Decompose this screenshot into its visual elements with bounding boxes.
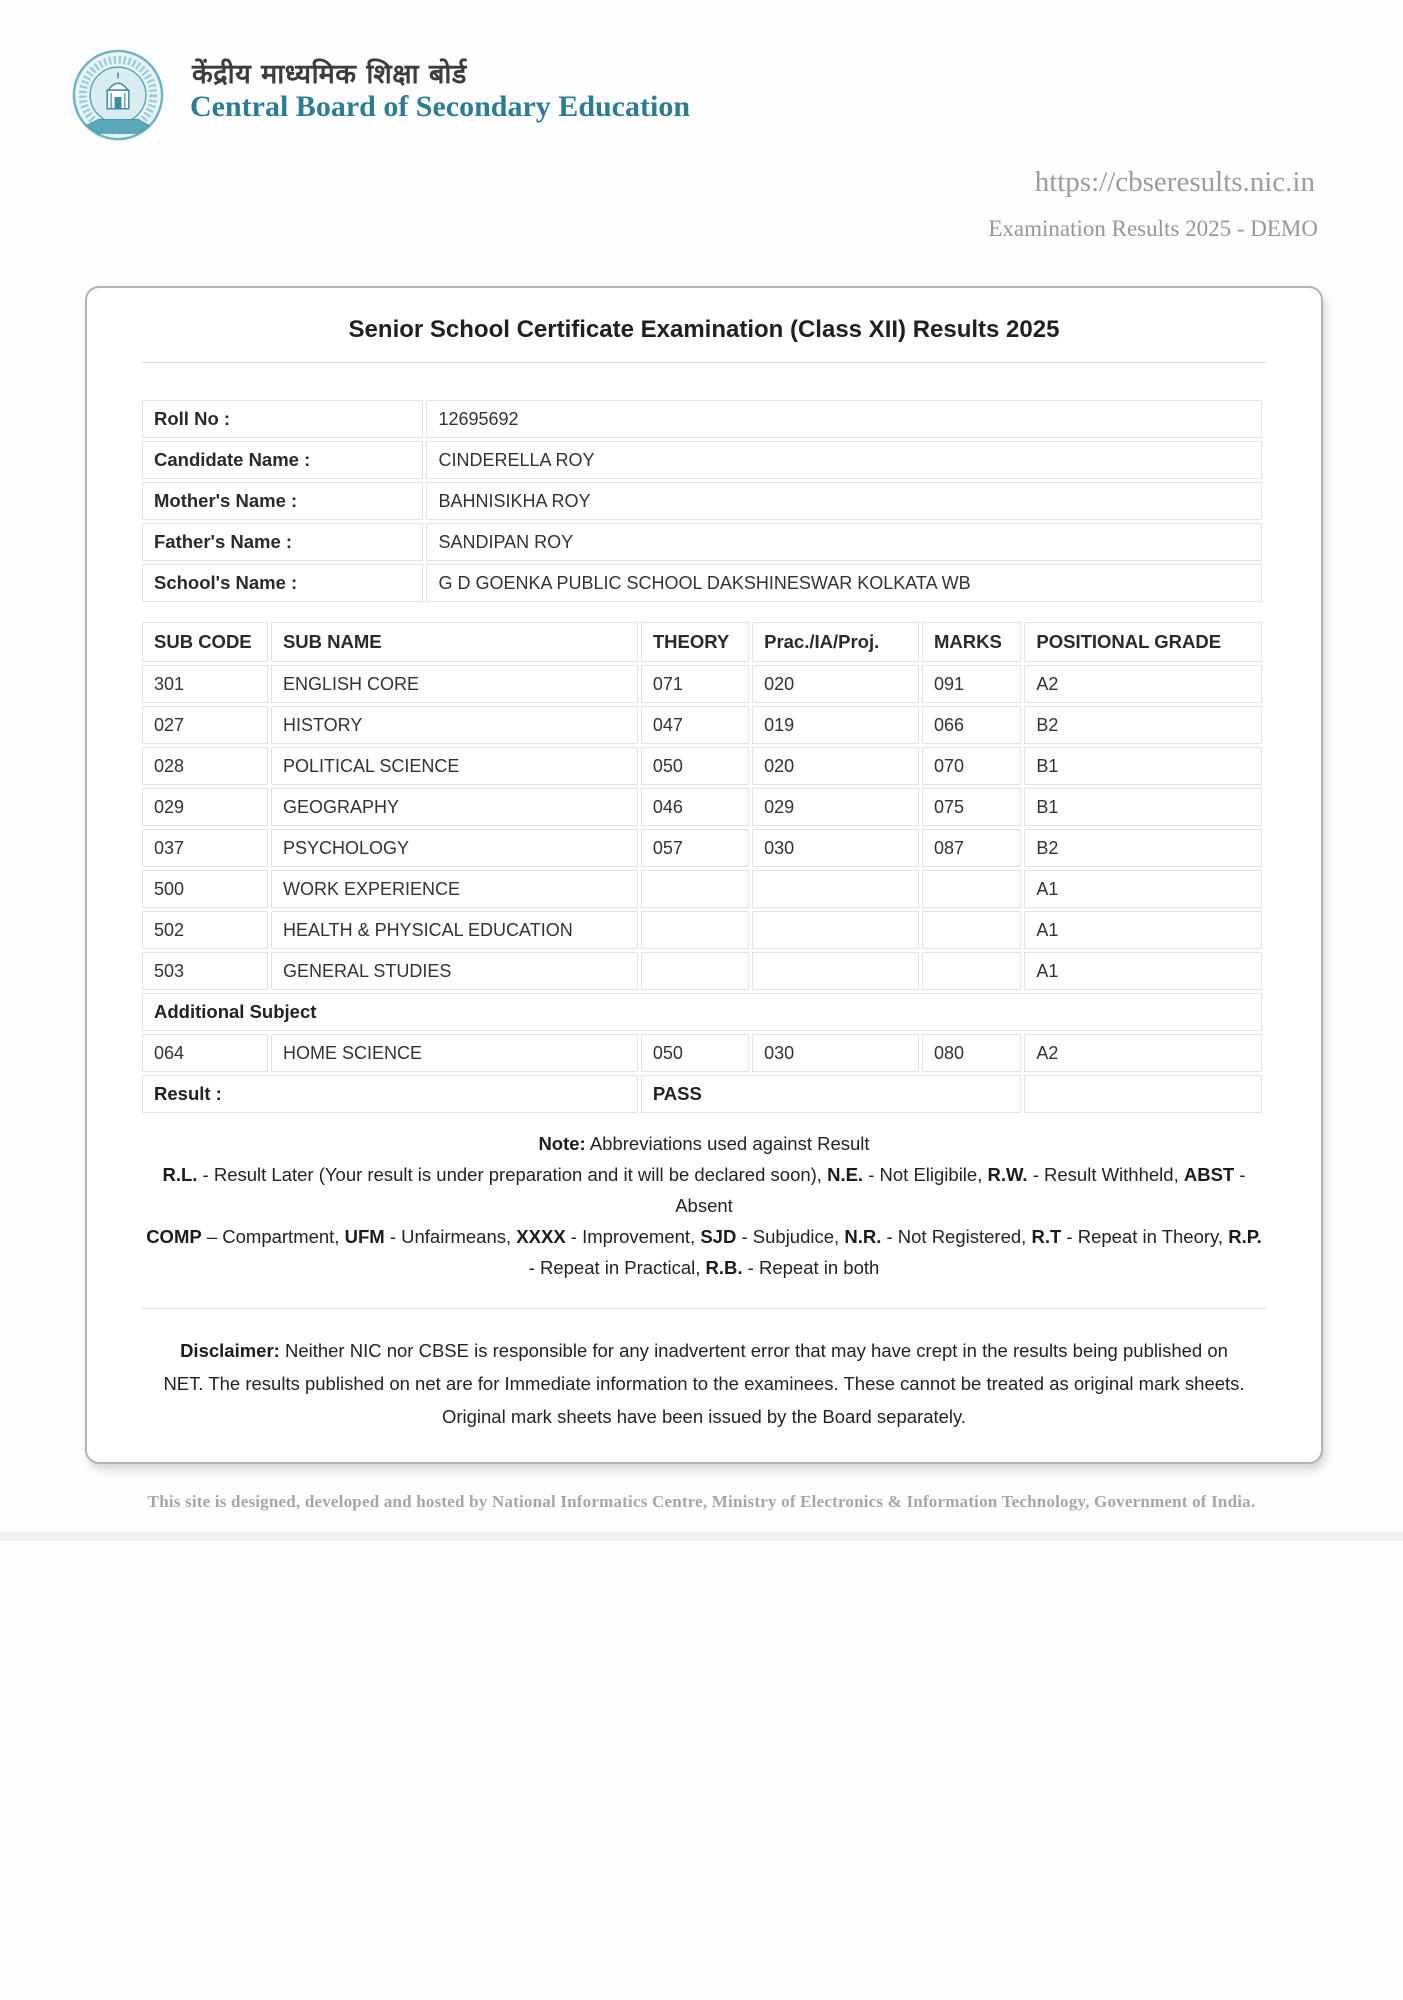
abbr-term: COMP <box>146 1226 202 1247</box>
cell-prac: 019 <box>752 706 919 744</box>
info-value-candidate-name: CINDERELLA ROY <box>426 441 1262 479</box>
cell-sub-name: GENERAL STUDIES <box>271 952 638 990</box>
abbr-text: - Repeat in both <box>742 1257 880 1278</box>
cell-theory: 057 <box>641 829 749 867</box>
candidate-info-row <box>142 482 1262 520</box>
abbr-term: ABST <box>1183 1164 1235 1185</box>
cell-theory <box>641 952 749 990</box>
cell-marks <box>922 870 1021 908</box>
cell-sub-code: 029 <box>142 788 268 826</box>
candidate-info-row <box>142 400 1262 438</box>
result-row <box>142 1075 1262 1113</box>
note-line <box>145 1221 1263 1283</box>
marks-row <box>142 747 1262 785</box>
abbr-text: - Improvement, <box>565 1226 701 1247</box>
abbr-term: XXXX <box>516 1226 566 1247</box>
abbr-term: N.R. <box>844 1226 882 1247</box>
abbr-term: R.P. <box>1228 1226 1262 1247</box>
cell-prac <box>752 870 919 908</box>
abbr-term: N.E. <box>827 1164 864 1185</box>
marks-col-marks: MARKS <box>922 622 1021 662</box>
cell-marks: 070 <box>922 747 1021 785</box>
cell-sub-code: 301 <box>142 665 268 703</box>
marks-row <box>142 665 1262 703</box>
marks-row <box>142 1034 1262 1072</box>
cell-sub-name: HOME SCIENCE <box>271 1034 638 1072</box>
candidate-info-row <box>142 523 1262 561</box>
result-card <box>85 286 1323 1464</box>
marks-header-row <box>142 622 1262 662</box>
cell-theory: 050 <box>641 1034 749 1072</box>
marks-col-sub-code: SUB CODE <box>142 622 268 662</box>
cell-prac: 030 <box>752 1034 919 1072</box>
cell-sub-code: 037 <box>142 829 268 867</box>
cell-sub-name: WORK EXPERIENCE <box>271 870 638 908</box>
cell-grade: A2 <box>1024 1034 1262 1072</box>
title-divider <box>142 362 1266 363</box>
cell-theory: 050 <box>641 747 749 785</box>
cell-sub-code: 503 <box>142 952 268 990</box>
section-row <box>142 993 1262 1031</box>
additional-subject-label: Additional Subject <box>142 993 1262 1031</box>
cbse-logo-icon <box>68 48 168 146</box>
abbr-text: - Subjudice, <box>736 1226 845 1247</box>
cell-theory <box>641 870 749 908</box>
note-block <box>87 1128 1321 1283</box>
abbr-text: Neither NIC nor CBSE is responsible for any inadvertent error that may have crept in the results being published on NET. The results published on net are for Immediate information to the examinees. These cannot be treated as original mark sheets. Original mark sheets have been issued by the Board separately. <box>163 1340 1245 1427</box>
abbr-text: - Unfairmeans, <box>384 1226 517 1247</box>
org-name-hindi: केंद्रीय माध्यमिक शिक्षा बोर्ड <box>192 59 467 90</box>
cell-grade: B1 <box>1024 788 1262 826</box>
info-value-school-s-name: G D GOENKA PUBLIC SCHOOL DAKSHINESWAR KOLKATA WB <box>426 564 1262 602</box>
info-value-roll-no: 12695692 <box>426 400 1262 438</box>
abbr-term: SJD <box>700 1226 737 1247</box>
info-value-father-s-name: SANDIPAN ROY <box>426 523 1262 561</box>
cell-marks: 075 <box>922 788 1021 826</box>
disclaimer-text <box>87 1334 1321 1433</box>
cell-sub-name: ENGLISH CORE <box>271 665 638 703</box>
abbr-text: - Not Eligibile, <box>863 1164 988 1185</box>
marks-col-sub-name: SUB NAME <box>271 622 638 662</box>
cell-theory: 046 <box>641 788 749 826</box>
info-label-mother-s-name: Mother's Name : <box>142 482 423 520</box>
abbr-text: - Result Later (Your result is under preparation and it will be declared soon), <box>197 1164 828 1185</box>
result-empty-cell <box>1024 1075 1262 1113</box>
cell-sub-name: POLITICAL SCIENCE <box>271 747 638 785</box>
cell-sub-code: 028 <box>142 747 268 785</box>
cell-sub-code: 500 <box>142 870 268 908</box>
cell-prac: 020 <box>752 747 919 785</box>
note-line <box>145 1159 1263 1221</box>
cell-grade: A1 <box>1024 911 1262 949</box>
cell-marks <box>922 911 1021 949</box>
cell-grade: A1 <box>1024 952 1262 990</box>
marks-row <box>142 911 1262 949</box>
cell-sub-name: HEALTH & PHYSICAL EDUCATION <box>271 911 638 949</box>
cell-sub-name: HISTORY <box>271 706 638 744</box>
info-label-candidate-name: Candidate Name : <box>142 441 423 479</box>
cell-grade: A2 <box>1024 665 1262 703</box>
cell-marks <box>922 952 1021 990</box>
abbr-text: - Repeat in Practical, <box>528 1257 706 1278</box>
abbr-text: - Not Registered, <box>881 1226 1032 1247</box>
cell-theory <box>641 911 749 949</box>
marks-row <box>142 788 1262 826</box>
org-name-english: Central Board of Secondary Education <box>190 90 691 123</box>
marks-row <box>142 952 1262 990</box>
cell-sub-code: 027 <box>142 706 268 744</box>
site-url: https://cbseresults.nic.in <box>1034 166 1315 198</box>
result-label: Result : <box>142 1075 638 1113</box>
abbr-text: - Result Withheld, <box>1027 1164 1184 1185</box>
cell-marks: 066 <box>922 706 1021 744</box>
marks-row <box>142 829 1262 867</box>
cell-prac <box>752 952 919 990</box>
marks-col-positional-grade: POSITIONAL GRADE <box>1024 622 1262 662</box>
cell-sub-code: 064 <box>142 1034 268 1072</box>
cell-grade: B2 <box>1024 829 1262 867</box>
marks-row <box>142 706 1262 744</box>
abbr-term: UFM <box>344 1226 385 1247</box>
abbr-text: - Repeat in Theory, <box>1061 1226 1229 1247</box>
candidate-info-row <box>142 564 1262 602</box>
marks-table <box>139 619 1265 1116</box>
abbr-term: R.W. <box>987 1164 1028 1185</box>
result-value: PASS <box>641 1075 1022 1113</box>
cell-theory: 071 <box>641 665 749 703</box>
abbr-text: Abbreviations used against Result <box>585 1133 870 1154</box>
abbr-term: Note: <box>538 1133 586 1154</box>
note-line <box>145 1128 1263 1159</box>
cell-marks: 087 <box>922 829 1021 867</box>
cell-marks: 080 <box>922 1034 1021 1072</box>
footer-credit-text: This site is designed, developed and hosted by National Informatics Centre, Ministry of Electronics & Information Technology, Government of India. <box>147 1492 1256 1511</box>
info-value-mother-s-name: BAHNISIKHA ROY <box>426 482 1262 520</box>
cell-marks: 091 <box>922 665 1021 703</box>
note-divider <box>142 1308 1266 1309</box>
exam-context-line: Examination Results 2025 - DEMO <box>988 216 1318 241</box>
abbr-term: Disclaimer: <box>180 1340 280 1361</box>
candidate-info-row <box>142 441 1262 479</box>
cell-prac: 030 <box>752 829 919 867</box>
cell-grade: A1 <box>1024 870 1262 908</box>
cell-prac: 029 <box>752 788 919 826</box>
cell-sub-name: PSYCHOLOGY <box>271 829 638 867</box>
abbr-term: R.B. <box>705 1257 743 1278</box>
cell-grade: B2 <box>1024 706 1262 744</box>
cell-prac <box>752 911 919 949</box>
cell-sub-code: 502 <box>142 911 268 949</box>
cell-theory: 047 <box>641 706 749 744</box>
abbr-term: R.T <box>1031 1226 1062 1247</box>
marks-row <box>142 870 1262 908</box>
abbr-term: R.L. <box>162 1164 198 1185</box>
footer-divider-band <box>0 1532 1403 1541</box>
cell-sub-name: GEOGRAPHY <box>271 788 638 826</box>
abbr-text: – Compartment, <box>201 1226 345 1247</box>
abbr-text: - Absent <box>675 1164 1246 1216</box>
cell-prac: 020 <box>752 665 919 703</box>
info-label-roll-no: Roll No : <box>142 400 423 438</box>
marks-col-theory: THEORY <box>641 622 749 662</box>
candidate-info-table <box>139 397 1265 605</box>
marks-col-prac-ia-proj: Prac./IA/Proj. <box>752 622 919 662</box>
info-label-father-s-name: Father's Name : <box>142 523 423 561</box>
info-label-school-s-name: School's Name : <box>142 564 423 602</box>
cell-grade: B1 <box>1024 747 1262 785</box>
result-card-title: Senior School Certificate Examination (Class XII) Results 2025 <box>348 316 1060 343</box>
